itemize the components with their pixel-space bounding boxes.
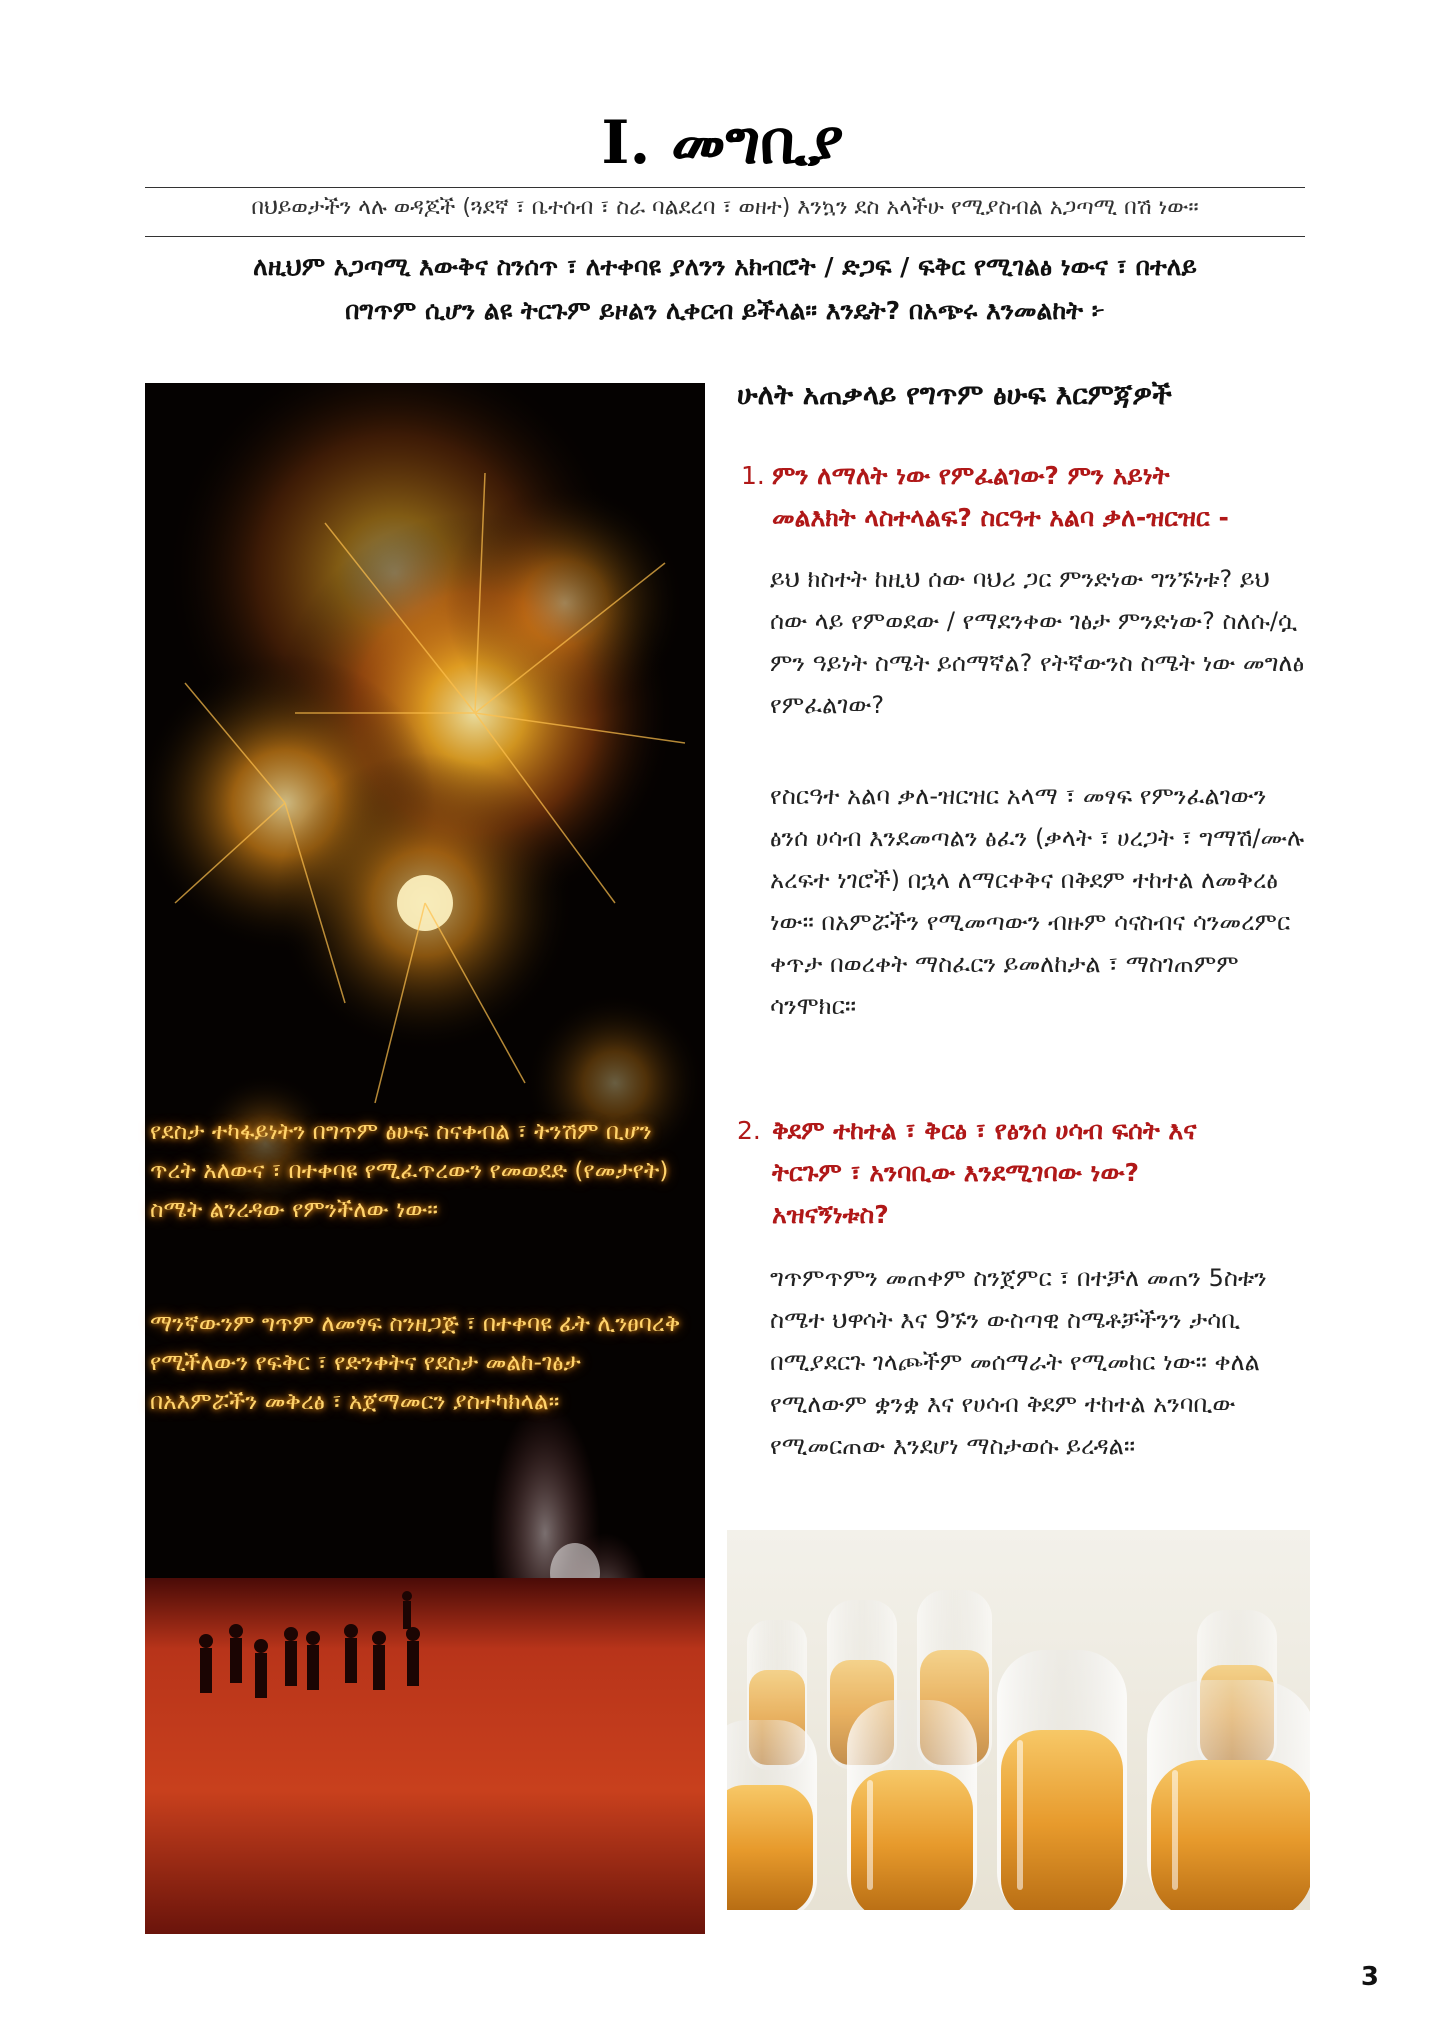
- q1-paragraph-2: የስርዓተ አልባ ቃለ-ዝርዝር አላማ ፣ መፃፍ የምንፈልገውን ፅንሰ ሀሳብ እንደመጣልን ፅፈን (ቃላት ፣ ሀረጋት ፣ ግማሽ/ሙሉ አረፍተ ነገሮች) በኋላ ለማርቀቅና በቅደም ተከተል ለመቅረፅ ነው። በአምሯችን የሚመጣውን ብዙም ሳናስብና ሳንመረምር ቀጥታ በወረቀት ማስፈርን ይመለከታል ፣ ማስገጠምም ሳንሞክር።: [770, 782, 1305, 1020]
- question-1-line-2: መልእክት ላስተላልፍ? ስርዓተ አልባ ቃለ-ዝርዝር -: [772, 503, 1229, 532]
- question-2: [737, 1110, 761, 1152]
- question-2-heading: [772, 1110, 1197, 1236]
- question-1-line-1: ምን ለማለት ነው የምፈልገው? ምን አይነት: [772, 461, 1170, 490]
- overlay-paragraph-1: የደስታ ተካፋይነትን በግጥም ፅሁፍ ስናቀብል ፣ ትንሽም ቢሆን ጥረት አለውና ፣ በተቀባዩ የሚፈጥረውን የመወደድ (የመታየት) ስሜት ልንረዳው የምንችለው ነው።: [150, 1119, 669, 1223]
- intro-text: [145, 245, 1305, 333]
- page-number: 3: [1360, 1962, 1379, 1992]
- question-2-line-2: ትርጉም ፣ አንባቢው እንደሚገባው ነው?: [772, 1158, 1139, 1187]
- champagne-photo: [727, 1530, 1310, 1910]
- q2-paragraph-1: ግጥምጥምን መጠቀም ስንጀምር ፣ በተቻለ መጠን 5ስቱን ስሜተ ህዋሳት እና 9ኙን ውስጣዊ ስሜቶቻችንን ታሳቢ በሚያደርጉ ገላጮችም መሰማራት የሚመከር ነው። ቀለል የሚለውም ቋንቋ እና የሀሳብ ቅደም ተከተል አንባቢው የሚመርጠው እንደሆነ ማስታወሱ ይረዳል።: [770, 1264, 1267, 1460]
- section-heading: ሁለት አጠቃላይ የግጥም ፅሁፍ እርምጃዎች: [737, 378, 1172, 411]
- question-1-number: 1.: [741, 461, 765, 490]
- question-2-line-3: አዝናኝነቱስ?: [772, 1200, 889, 1229]
- intro-line-1: ለዚህም አጋጣሚ እውቅና ስንሰጥ ፣ ለተቀባዩ ያለንን አክብሮት / ድጋፍ / ፍቅር የሚገልፅ ነውና ፣ በተለይ: [253, 252, 1197, 281]
- page-title: I. መግቢያ: [601, 108, 844, 178]
- question-1-heading: [772, 455, 1229, 539]
- question-2-line-1: ቅደም ተከተል ፣ ቅርፅ ፣ የፅንሰ ሀሳብ ፍሰት እና: [772, 1116, 1197, 1145]
- question-1: [741, 455, 765, 497]
- q1-paragraph-1: ይህ ክስተት ከዚህ ሰው ባህሪ ጋር ምንድነው ግንኙነቱ? ይህ ሰው ላይ የምወደው / የማደንቀው ገፅታ ምንድነው? ስለሱ/ሷ ምን ዓይነት ስሜት ይሰማኛል? የትኛውንስ ስሜት ነው መግለፅ የምፈልገው?: [770, 565, 1305, 719]
- intro-line-2: በግጥም ሲሆን ልዩ ትርጉም ይዞልን ሊቀርብ ይችላል። እንዴት? በአጭሩ እንመልከት ፦: [345, 296, 1105, 325]
- top-rule: [145, 187, 1305, 188]
- champagne-illustration: [727, 1530, 1310, 1910]
- bottom-rule: [145, 236, 1305, 237]
- subtitle: በህይወታችን ላሉ ወዳጆች (ጓደኛ ፣ ቤተሰብ ፣ ስራ ባልደረባ ፣ ወዘተ) እንኳን ደስ አላችሁ የሚያስብል አጋጣሚ በሽ ነው።: [251, 195, 1199, 220]
- question-2-number: 2.: [737, 1116, 761, 1145]
- overlay-paragraph-2: ማንኛውንም ግጥም ለመፃፍ ስንዘጋጅ ፣ በተቀባዩ ፊት ሊንፀባረቅ የሚችለውን የፍቅር ፣ የድንቀትና የደስታ መልከ-ገፅታ በአእምሯችን መቅረፅ ፣ አጀማመርን ያስተካክላል።: [150, 1311, 681, 1415]
